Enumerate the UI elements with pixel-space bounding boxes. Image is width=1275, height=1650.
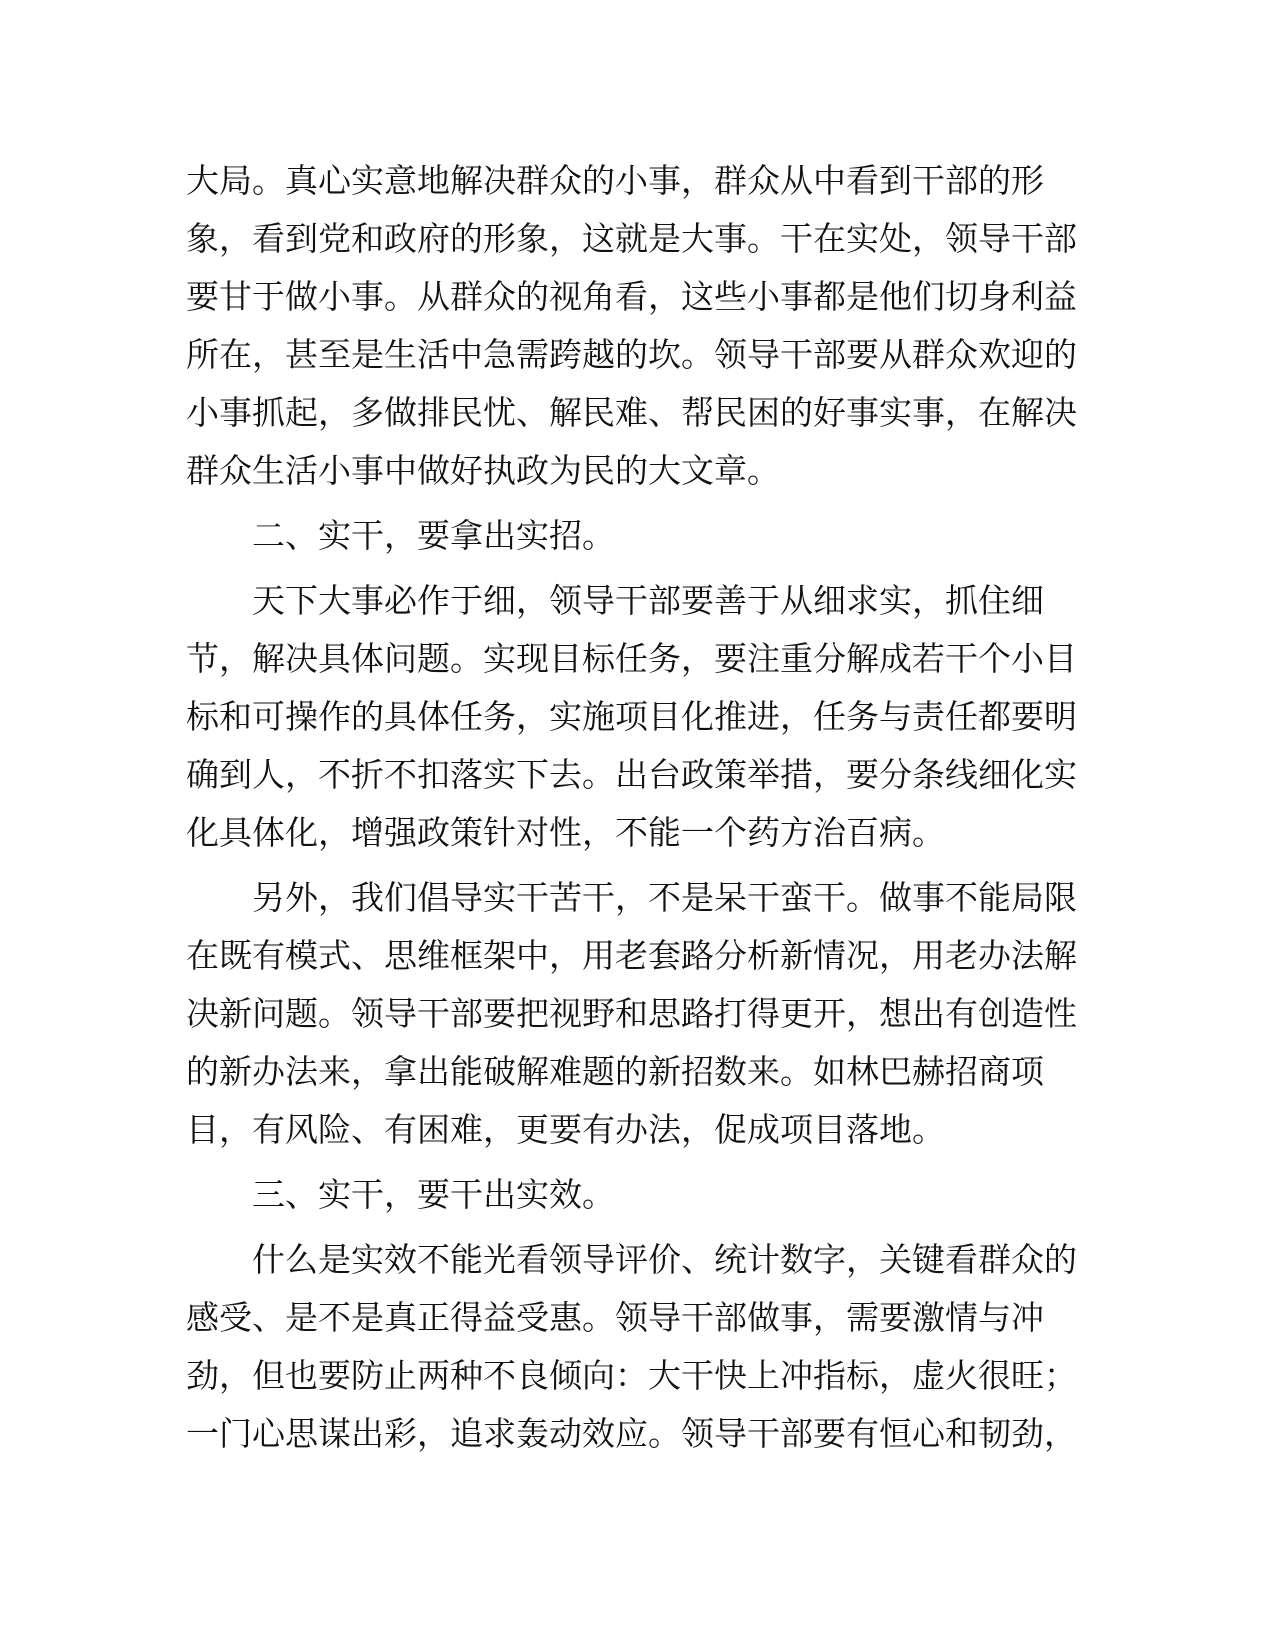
document-body xyxy=(186,152,1086,1463)
text-line: 决新问题。领导干部要把视野和思路打得更开，想出有创造性 xyxy=(186,994,1077,1033)
paragraph-spacing xyxy=(186,1159,1086,1166)
text-line: 标和可操作的具体任务，实施项目化推进，任务与责任都要明 xyxy=(186,697,1077,736)
paragraph-details xyxy=(186,572,1086,862)
heading-line: 二、实干，要拿出实招。 xyxy=(252,516,615,555)
text-line: 什么是实效不能光看领导评价、统计数字，关键看群众的 xyxy=(252,1240,1077,1279)
text-line: 象，看到党和政府的形象，这就是大事。干在实处，领导干部 xyxy=(186,219,1077,258)
heading-line: 三、实干，要干出实效。 xyxy=(252,1175,615,1214)
text-line: 在既有模式、思维框架中，用老套路分析新情况，用老办法解 xyxy=(186,936,1077,975)
text-line: 劲，但也要防止两种不良倾向：大干快上冲指标，虚火很旺； xyxy=(186,1356,1077,1395)
paragraph-results xyxy=(186,1231,1086,1463)
text-line: 要甘于做小事。从群众的视角看，这些小事都是他们切身利益 xyxy=(186,277,1077,316)
text-line: 节，解决具体问题。实现目标任务，要注重分解成若干个小目 xyxy=(186,639,1077,678)
text-line: 天下大事必作于细，领导干部要善于从细求实，抓住细 xyxy=(252,581,1044,620)
paragraph-spacing xyxy=(186,500,1086,507)
text-line: 的新办法来，拿出能破解难题的新招数来。如林巴赫招商项 xyxy=(186,1052,1044,1091)
text-line: 目，有风险、有困难，更要有办法，促成项目落地。 xyxy=(186,1110,945,1149)
paragraph-spacing xyxy=(186,1224,1086,1231)
text-line: 小事抓起，多做排民忧、解民难、帮民困的好事实事，在解决 xyxy=(186,393,1077,432)
text-line: 感受、是不是真正得益受惠。领导干部做事，需要激情与冲 xyxy=(186,1298,1044,1337)
paragraph-spacing xyxy=(186,565,1086,572)
paragraph-innovation xyxy=(186,869,1086,1159)
section-heading-2 xyxy=(186,507,1086,565)
text-line: 一门心思谋出彩，追求轰动效应。领导干部要有恒心和韧劲， xyxy=(186,1414,1077,1453)
text-line: 大局。真心实意地解决群众的小事，群众从中看到干部的形 xyxy=(186,161,1044,200)
text-line: 化具体化，增强政策针对性，不能一个药方治百病。 xyxy=(186,813,945,852)
paragraph-continuation xyxy=(186,152,1086,500)
paragraph-spacing xyxy=(186,862,1086,869)
text-line: 确到人，不折不扣落实下去。出台政策举措，要分条线细化实 xyxy=(186,755,1077,794)
text-line: 所在，甚至是生活中急需跨越的坎。领导干部要从群众欢迎的 xyxy=(186,335,1077,374)
text-line: 群众生活小事中做好执政为民的大文章。 xyxy=(186,451,780,490)
section-heading-3 xyxy=(186,1166,1086,1224)
text-line: 另外，我们倡导实干苦干，不是呆干蛮干。做事不能局限 xyxy=(252,878,1077,917)
